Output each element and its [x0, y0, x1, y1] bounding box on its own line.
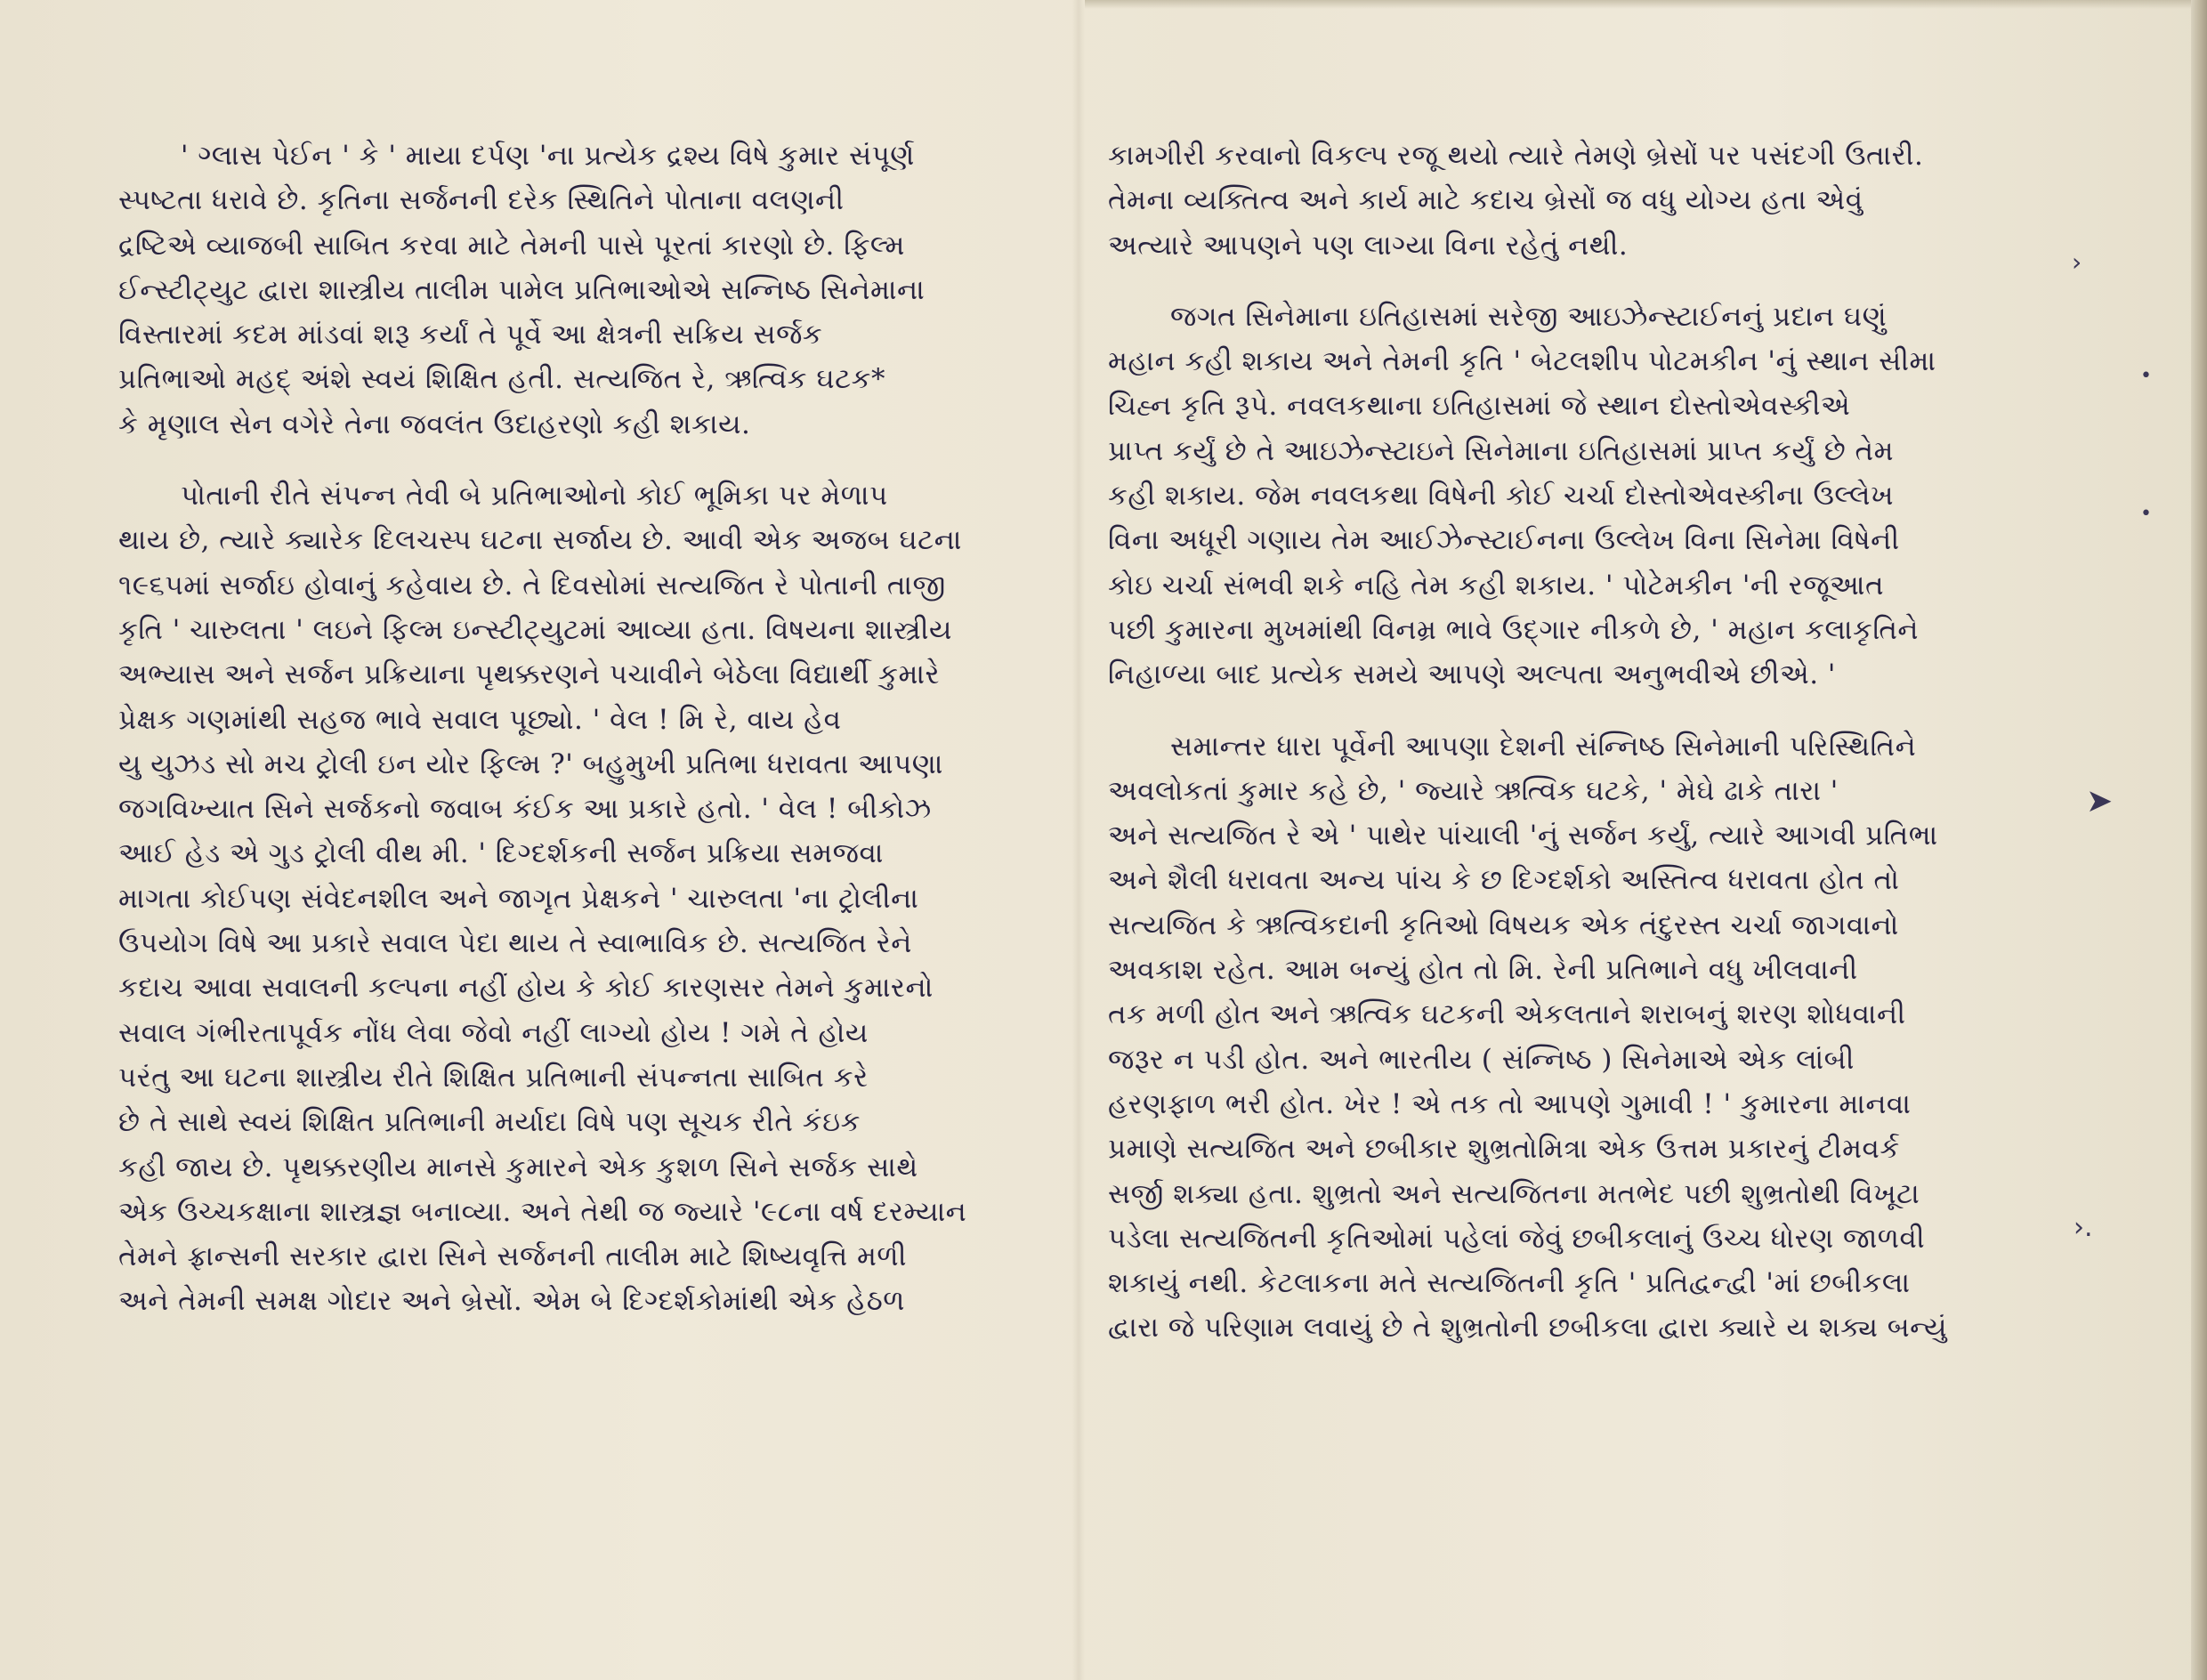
margin-arrow: ➤ [2086, 783, 2114, 820]
text-line: કે મૃણાલ સેન વગેરે તેના જવલંત ઉદાહરણો કહી શકાય. [118, 408, 751, 440]
text-line: કદાચ આવા સવાલની કલ્પના નહીં હોય કે કોઈ કારણસર તેમને કુમારનો [118, 972, 934, 1005]
text-line: ઉપયોગ વિષે આ પ્રકારે સવાલ પેદા થાય તે સ્વાભાવિક છે. સત્યજિત રેને [118, 927, 912, 960]
text-line: અને સત્યજિત રે એ ' પાથેર પાંચાલી 'નું સર્જન કર્યું, ત્યારે આગવી પ્રતિભા [1108, 820, 1938, 852]
text-line: સ્પષ્ટતા ધરાવે છે. કૃતિના સર્જનની દરેક સ્થિતિને પોતાના વલણની [118, 184, 845, 217]
text-line: સવાલ ગંભીરતાપૂર્વક નોંધ લેવા જેવો નહીં લાગ્યો હોય ! ગમે તે હોય [118, 1016, 869, 1049]
text-line: પ્રાપ્ત કર્યું છે તે આઇઝેન્સ્ટાઇને સિનેમાના ઇતિહાસમાં પ્રાપ્ત કર્યું છે તેમ [1108, 434, 1894, 467]
paragraph-gap [1108, 698, 2016, 724]
text-line: જરૂર ન પડી હોત. અને ભારતીય ( સંન્નિષ્ઠ ) સિનેમાએ એક લાંબી [1108, 1043, 1855, 1076]
left-text-column [118, 133, 1026, 1324]
margin-mark: › [2072, 247, 2082, 277]
text-line: ૧૯૬૫માં સર્જાઇ હોવાનું કહેવાય છે. તે દિવસોમાં સત્યજિત રે પોતાની તાજી [118, 569, 946, 602]
text-line: ચિહ્ન કૃતિ રૂપે. નવલકથાના ઇતિહાસમાં જે સ્થાન દોસ્તોએવસ્કીએ [1108, 390, 1851, 423]
text-line: ' ગ્લાસ પેઈન ' કે ' માયા દર્પણ 'ના પ્રત્યેક દ્રશ્ય વિષે કુમાર સંપૂર્ણ [181, 140, 915, 172]
book-gutter [1072, 0, 1085, 1680]
text-line: અવલોકતાં કુમાર કહે છે, ' જ્યારે ઋત્વિક ઘટકે, ' મેઘે ઢાકે તારા ' [1108, 774, 1839, 807]
text-line: અને તેમની સમક્ષ ગોદાર અને બ્રેસોં. એમ બે દિગ્દર્શકોમાંથી એક હેઠળ [118, 1285, 905, 1318]
text-line: જગત સિનેમાના ઇતિહાસમાં સરેજી આઇઝેન્સ્ટાઈનનું પ્રદાન ઘણું [1170, 300, 1888, 333]
text-line: દ્વારા જે પરિણામ લવાયું છે તે શુભ્રતોની છબીકલા દ્વારા ક્યારે ય શક્ય બન્યું [1108, 1312, 1948, 1345]
text-line: દ્રષ્ટિએ વ્યાજબી સાબિત કરવા માટે તેમની પાસે પૂરતાં કારણો છે. ફિલ્મ [118, 229, 905, 262]
page-top-edge [1085, 0, 2191, 9]
text-line: પરંતુ આ ઘટના શાસ્ત્રીય રીતે શિક્ષિત પ્રતિભાની સંપન્નતા સાબિત કરે [118, 1061, 869, 1094]
text-line: અત્યારે આપણને પણ લાગ્યા વિના રહેતું નથી. [1108, 229, 1629, 262]
text-line: પ્રતિભાઓ મહદ્ અંશે સ્વયં શિક્ષિત હતી. સત્યજિત રે, ઋત્વિક ઘટક* [118, 363, 886, 396]
text-line: તેમના વ્યક્તિત્વ અને કાર્ય માટે કદાચ બ્રેસોં જ વધુ યોગ્ય હતા એવું [1108, 184, 1863, 217]
margin-dot: • [2140, 365, 2152, 387]
text-line: કહી જાય છે. પૃથક્કરણીય માનસે કુમારને એક કુશળ સિને સર્જક સાથે [118, 1151, 918, 1183]
margin-mark: ›. [2074, 1212, 2093, 1243]
text-line: સત્યજિત કે ઋત્વિકદાની કૃતિઓ વિષયક એક તંદુરસ્ત ચર્ચા જાગવાનો [1108, 909, 1899, 941]
margin-dot: • [2140, 503, 2152, 525]
text-line: માગતા કોઈપણ સંવેદનશીલ અને જાગૃત પ્રેક્ષકને ' ચારુલતા 'ના ટ્રોલીના [118, 882, 919, 915]
text-line: છે તે સાથે સ્વયં શિક્ષિત પ્રતિભાની મર્યાદા વિષે પણ સૂચક રીતે કંઇક [118, 1106, 861, 1139]
text-line: મહાન કહી શકાય અને તેમની કૃતિ ' બેટલશીપ પોટમકીન 'નું સ્થાન સીમા [1108, 345, 1936, 378]
text-line: કૃતિ ' ચારુલતા ' લઇને ફિલ્મ ઇન્સ્ટીટ્યુટમાં આવ્યા હતા. વિષયના શાસ્ત્રીય [118, 613, 952, 646]
right-text-column [1108, 133, 2016, 1351]
text-line: તક મળી હોત અને ઋત્વિક ઘટકની એકલતાને શરાબનું શરણ શોધવાની [1108, 998, 1906, 1031]
text-line: કામગીરી કરવાનો વિકલ્પ રજૂ થયો ત્યારે તેમણે બ્રેસોં પર પસંદગી ઉતારી. [1108, 140, 1924, 172]
text-line: શકાયું નથી. કેટલાકના મતે સત્યજિતની કૃતિ ' પ્રતિદ્વન્દ્વી 'માં છબીકલા [1108, 1267, 1911, 1300]
text-line: કોઇ ચર્ચા સંભવી શકે નહિ તેમ કહી શકાય. ' પોટેમકીન 'ની રજૂઆત [1108, 569, 1885, 602]
text-line: તેમને ફ્રાન્સની સરકાર દ્વારા સિને સર્જનની તાલીમ માટે શિષ્યવૃત્તિ મળી [118, 1240, 907, 1273]
text-line: અભ્યાસ અને સર્જન પ્રક્રિયાના પૃથક્કરણને પચાવીને બેઠેલા વિદ્યાર્થી કુમારે [118, 658, 941, 691]
text-line: જગવિખ્યાત સિને સર્જકનો જવાબ કંઈક આ પ્રકારે હતો. ' વેલ ! બીકોઝ [118, 793, 932, 826]
text-line: કહી શકાય. જેમ નવલકથા વિષેની કોઈ ચર્ચા દોસ્તોએવસ્કીના ઉલ્લેખ [1108, 480, 1894, 513]
text-line: વિસ્તારમાં કદમ માંડવાં શરૂ કર્યાં તે પૂર્વે આ ક્ષેત્રની સક્રિય સર્જક [118, 319, 823, 351]
text-line: આઈ હેડ એ ગુડ ટ્રોલી વીથ મી. ' દિગ્દર્શકની સર્જન પ્રક્રિયા સમજવા [118, 837, 884, 870]
text-line: થાય છે, ત્યારે ક્યારેક દિલચસ્પ ઘટના સર્જાય છે. આવી એક અજબ ઘટના [118, 524, 962, 557]
text-line: પડેલા સત્યજિતની કૃતિઓમાં પહેલાં જેવું છબીકલાનું ઉચ્ચ ધોરણ જાળવી [1108, 1222, 1926, 1255]
text-line: વિના અધૂરી ગણાય તેમ આઈઝેન્સ્ટાઈનના ઉલ્લેખ વિના સિનેમા વિષેની [1108, 524, 1900, 557]
text-line: પછી કુમારના મુખમાંથી વિનમ્ર ભાવે ઉદ્‌ગાર નીકળે છે, ' મહાન કલાકૃતિને [1108, 613, 1920, 646]
text-line: પ્રમાણે સત્યજિત અને છબીકાર શુભ્રતોમિત્રા એક ઉત્તમ પ્રકારનું ટીમવર્ક [1108, 1133, 1900, 1166]
paragraph-gap [118, 447, 1026, 473]
text-line: સર્જી શક્યા હતા. શુભ્રતો અને સત્યજિતના મતભેદ પછી શુભ્રતોથી વિખૂટા [1108, 1177, 1920, 1210]
text-line: અવકાશ રહેત. આમ બન્યું હોત તો મિ. રેની પ્રતિભાને વધુ ખીલવાની [1108, 954, 1858, 987]
text-line: પોતાની રીતે સંપન્ન તેવી બે પ્રતિભાઓનો કોઈ ભૂમિકા પર મેળાપ [181, 480, 888, 513]
text-line: સમાન્તર ધારા પૂર્વેની આપણા દેશની સંન્નિષ્ઠ સિનેમાની પરિસ્થિતિને [1170, 730, 1917, 763]
text-line: ઈન્સ્ટીટ્યુટ દ્વારા શાસ્ત્રીય તાલીમ પામેલ પ્રતિભાઓએ સન્નિષ્ઠ સિનેમાના [118, 273, 926, 306]
paragraph-gap [1108, 268, 2016, 295]
page-right-edge [2191, 0, 2207, 1680]
text-line: અને શૈલી ધરાવતા અન્ય પાંચ કે છ દિગ્દર્શકો અસ્તિત્વ ધરાવતા હોત તો [1108, 864, 1900, 897]
text-line: યુ યુઝડ સો મચ ટ્રોલી ઇન યોર ફિલ્મ ?' બહુમુખી પ્રતિભા ધરાવતા આપણા [118, 747, 943, 780]
text-line: એક ઉચ્ચકક્ષાના શાસ્ત્રજ્ઞ બનાવ્યા. અને તેથી જ જ્યારે '૯૮ના વર્ષ દરમ્યાન [118, 1195, 967, 1228]
text-line: પ્રેક્ષક ગણમાંથી સહજ ભાવે સવાલ પૂછ્યો. ' વેલ ! મિ રે, વાય હેવ [118, 703, 842, 736]
text-line: હરણફાળ ભરી હોત. ખેર ! એ તક તો આપણે ગુમાવી ! ' કુમારના માનવા [1108, 1087, 1912, 1120]
text-line: નિહાળ્યા બાદ પ્રત્યેક સમયે આપણે અલ્પતા અનુભવીએ છીએ. ' [1108, 658, 1836, 691]
